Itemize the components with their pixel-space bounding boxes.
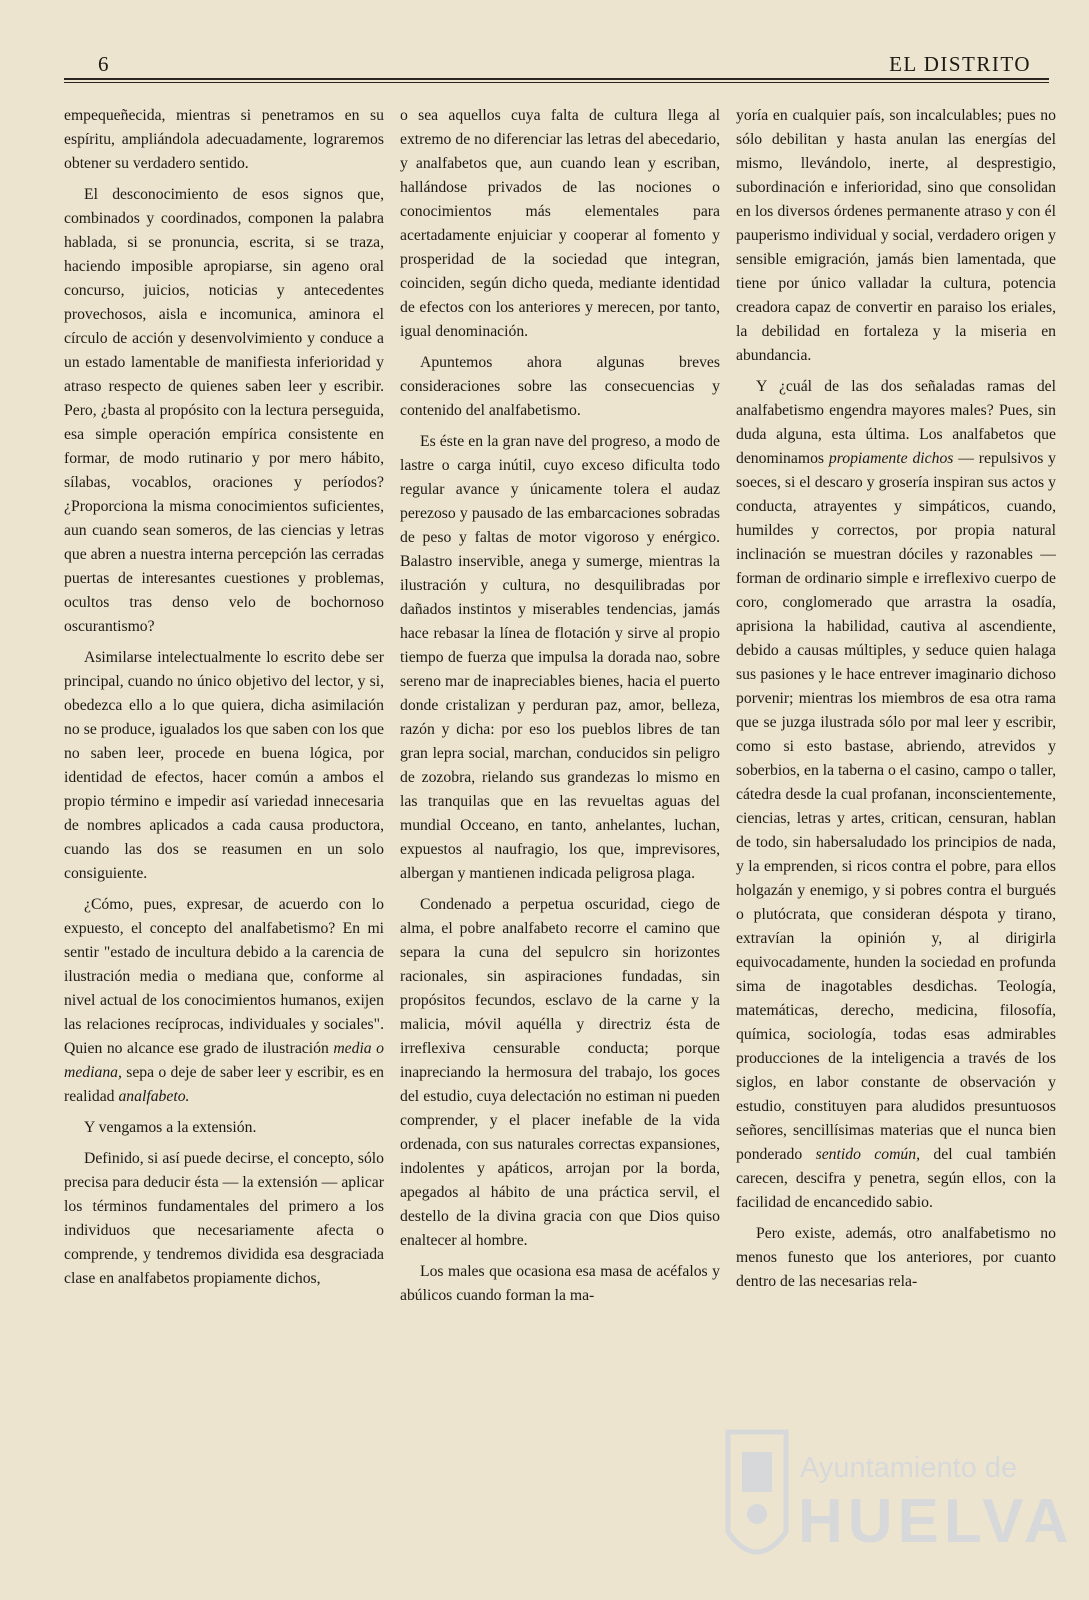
paragraph-text: ¿Cómo, pues, expresar, de acuerdo con lo expuesto, el concepto del analfabetismo? En mi sentir "estado de incultura debido a la carencia de ilustración media o mediana que, conforme al nivel actual de los conocimientos humanos, exijen las relaciones recíprocas, individuales y sociales". Quien no alcance ese grado de ilustración: [64, 896, 384, 1057]
paragraph: Los males que ocasiona esa masa de acéfalos y abúlicos cuando forman la ma-: [400, 1263, 720, 1304]
paragraph: o sea aquellos cuya falta de cultura llega al extremo de no diferenciar las letras del abecedario, y analfabetos que, aun cuando lean y escriban, hallándose privados de las nociones o conocimientos más elementales para acertadamente enjuiciar y cooperar al fomento y prosperidad de la sociedad que integran, coinciden, según dicho queda, mediante identidad de efectos con los anteriores y merecen, por tanto, igual denominación.: [400, 107, 720, 340]
watermark-line1: Ayuntamiento de: [800, 1452, 1018, 1484]
watermark: [718, 1422, 1074, 1582]
paragraph-text: Y ¿cuál de las dos señaladas ramas del analfabetismo engendra mayores males? Pues, sin duda alguna, esta última. Los analfabetos que denominamos: [736, 378, 1056, 467]
column-1: [64, 104, 384, 1291]
paragraph: [736, 375, 1056, 1215]
paragraph: Es éste en la gran nave del progreso, a modo de lastre o carga inútil, cuyo exceso dificulta todo regular avance y únicamente tolera el audaz perezoso y pausado de las embarcaciones sobradas de peso y faltas de motor vigoroso y enérgico. Balastro inservible, anega y sumerge, mientras la ilustración y cultura, no desquilibradas por dañados instintos y miserables tendencias, jamás hace rebasar la línea de flotación y sirve al propio tiempo de fuerza que impulsa la dorada nao, sobre sereno mar de inapreciables bienes, hacia el puerto donde cristalizan y perduran paz, amor, belleza, razón y dicha: por eso los pueblos libres de tan gran lepra social, marchan, conducidos sin peligro de zozobra, rielando sus grandezas lo mismo en las tranquilas que en las revueltas aguas del mundial Occeano, en tanto, anhelantes, luchan, expuestos al naufragio, los que, imprevisores, albergan y mantienen indicada peligrosa plaga.: [400, 433, 720, 882]
italic-text: analfabeto.: [118, 1088, 190, 1105]
paragraph: El desconocimiento de esos signos que, combinados y coordinados, componen la palabra hablada, si se pronuncia, escrita, si se traza, haciendo imposible apropiarse, sin ageno oral concurso, juicios, noticias y antecedentes provechosos, aisla e incomunica, aminora el círculo de acción y desenvolvimiento y conduce a un estado lamentable de manifiesta inferioridad y atraso respecto de quienes saben leer y escribir. Pero, ¿basta al propósito con la lectura perseguida, esa simple operación empírica consistente en formar, de modo rutinario y por mero hábito, sílabas, vocablos, oraciones y períodos? ¿Proporciona la misma conocimientos suficientes, aun cuando sean someros, de las ciencias y letras que abren a nuestra interna percepción las cerradas puertas de interesantes cuestiones y problemas, ocultos tras denso velo de bochornoso oscurantismo?: [64, 186, 384, 635]
page-number: 6: [98, 52, 109, 76]
paragraph: Apuntemos ahora algunas breves consideraciones sobre las consecuencias y contenido del analfabetismo.: [400, 354, 720, 419]
paragraph: [64, 893, 384, 1109]
watermark-line2: HUELVA: [798, 1487, 1074, 1556]
coat-of-arms-icon: [718, 1422, 796, 1582]
paragraph: Condenado a perpetua oscuridad, ciego de alma, el pobre analfabeto recorre el camino que separa la cuna del sepulcro sin horizontes racionales, sin aspiraciones fundadas, sin propósitos fecundos, esclavo de la carne y la malicia, móvil aquélla y directriz ésta de irreflexiva censurable conducta; porque inapreciando la hermosura del trabajo, los goces del estudio, cuya delectación no estiman ni pueden comprender, y el placer inefable de la vida ordenada, con sus naturales correctas expansiones, indolentes y apáticos, arrojan por la borda, apegados al hábito de una práctica servil, el destello de la divina gracia con que Dios quiso enaltecer al hombre.: [400, 896, 720, 1249]
journal-title: EL DISTRITO: [889, 52, 1031, 76]
page-header: [64, 48, 1047, 78]
column-3: [736, 104, 1056, 1294]
paragraph-text: — repulsivos y soeces, si el descaro y grosería inspiran sus actos y conducta, atrayentes y simpáticos, cuando, humildes y correctos, por propia natural inclinación se muestran dóciles y razonables — forman de ordinario simple e irreflexivo cuerpo de coro, conglomerado que arrastra la osadía, aprisiona la habilidad, cautiva al ascendiente, debido a causas múltiples, y seduce quien halaga sus pasiones y le hace entrever imaginario dichoso porvenir; mientras los miembros de esa otra rama que se juzga ilustrada sólo por mal leer y escribir, como si esto bastase, abriendo, atrevidos y soberbios, en la taberna o el casino, campo o taller, cátedra desde la cual profanan, inconscientemente, ciencias, letras y artes, critican, censuran, hablan de todo, sin habersaludado los principios de nada, y la emprenden, si ricos contra el pobre, para ellos holgazán y enemigo, y si pobres contra el burgués o plutócrata, que consideran déspota y tirano, extravían la opinión y, al dirigirla equivocadamente, hunden la sociedad en profunda sima de inagotables desdichas. Teología, matemáticas, derecho, medicina, filosofía, química, sociología, todas esas admirables producciones de la inteligencia a través de los siglos, en labor constante de observación y estudio, constituyen para aludidos presuntuosos señores, sencillísimas materias que el nunca bien ponderado: [736, 450, 1056, 1163]
paragraph: Y vengamos a la extensión.: [84, 1119, 257, 1136]
paragraph: empequeñecida, mientras si penetramos en su espíritu, ampliándola adecuadamente, lograremos obtener su verdadero sentido.: [64, 107, 384, 172]
italic-text: sentido común,: [815, 1146, 921, 1163]
italic-text: media o mediana,: [64, 1040, 384, 1081]
paragraph: yoría en cualquier país, son incalculables; pues no sólo debilitan y hasta anulan las energías del mismo, llevándolo, inerte, al desprestigio, subordinación e inferioridad, sino que consolidan en los diversos órdenes permanente atraso y con él pauperismo individual y social, verdadero origen y sensible emigración, jamás bien lamentada, que tiene por único valladar la cultura, potencia creadora capaz de convertir en paraiso los eriales, la debilidad en fortaleza y la miseria en abundancia.: [736, 107, 1056, 364]
paragraph: Asimilarse intelectualmente lo escrito debe ser principal, cuando no único objetivo del lector, y si, obedezca ello a lo que quiera, dicha asimilación no se produce, igualados los que saben con los que no saben leer, procede en buena lógica, por identidad de efectos, hacer común a ambos el propio término e impedir así variedad innecesaria de nombres aplicados a cada causa productora, cuando las dos se reasumen en un solo consiguiente.: [64, 649, 384, 882]
header-rule-thin: [64, 82, 1049, 83]
paragraph-text: sepa o deje de saber leer y escribir, es en realidad: [64, 1064, 384, 1105]
paragraph: Pero existe, además, otro analfabetismo no menos funesto que los anteriores, por cuanto dentro de las necesarias rela-: [736, 1225, 1056, 1290]
paragraph-text: del cual también carecen, descifra y penetra, según ellos, con la facilidad de encancedido sabio.: [736, 1146, 1057, 1211]
article-columns: [64, 104, 1068, 1504]
header-rule: [64, 78, 1049, 80]
column-2: [400, 104, 720, 1308]
italic-text: propiamente dichos: [828, 450, 954, 467]
paragraph: Definido, si así puede decirse, el concepto, sólo precisa para deducir ésta — la extensión — aplicar los términos fundamentales del primero a los individuos que necesariamente afecta o comprende, y tendremos dividida esa desgraciada clase en analfabetos propiamente dichos,: [64, 1150, 384, 1287]
